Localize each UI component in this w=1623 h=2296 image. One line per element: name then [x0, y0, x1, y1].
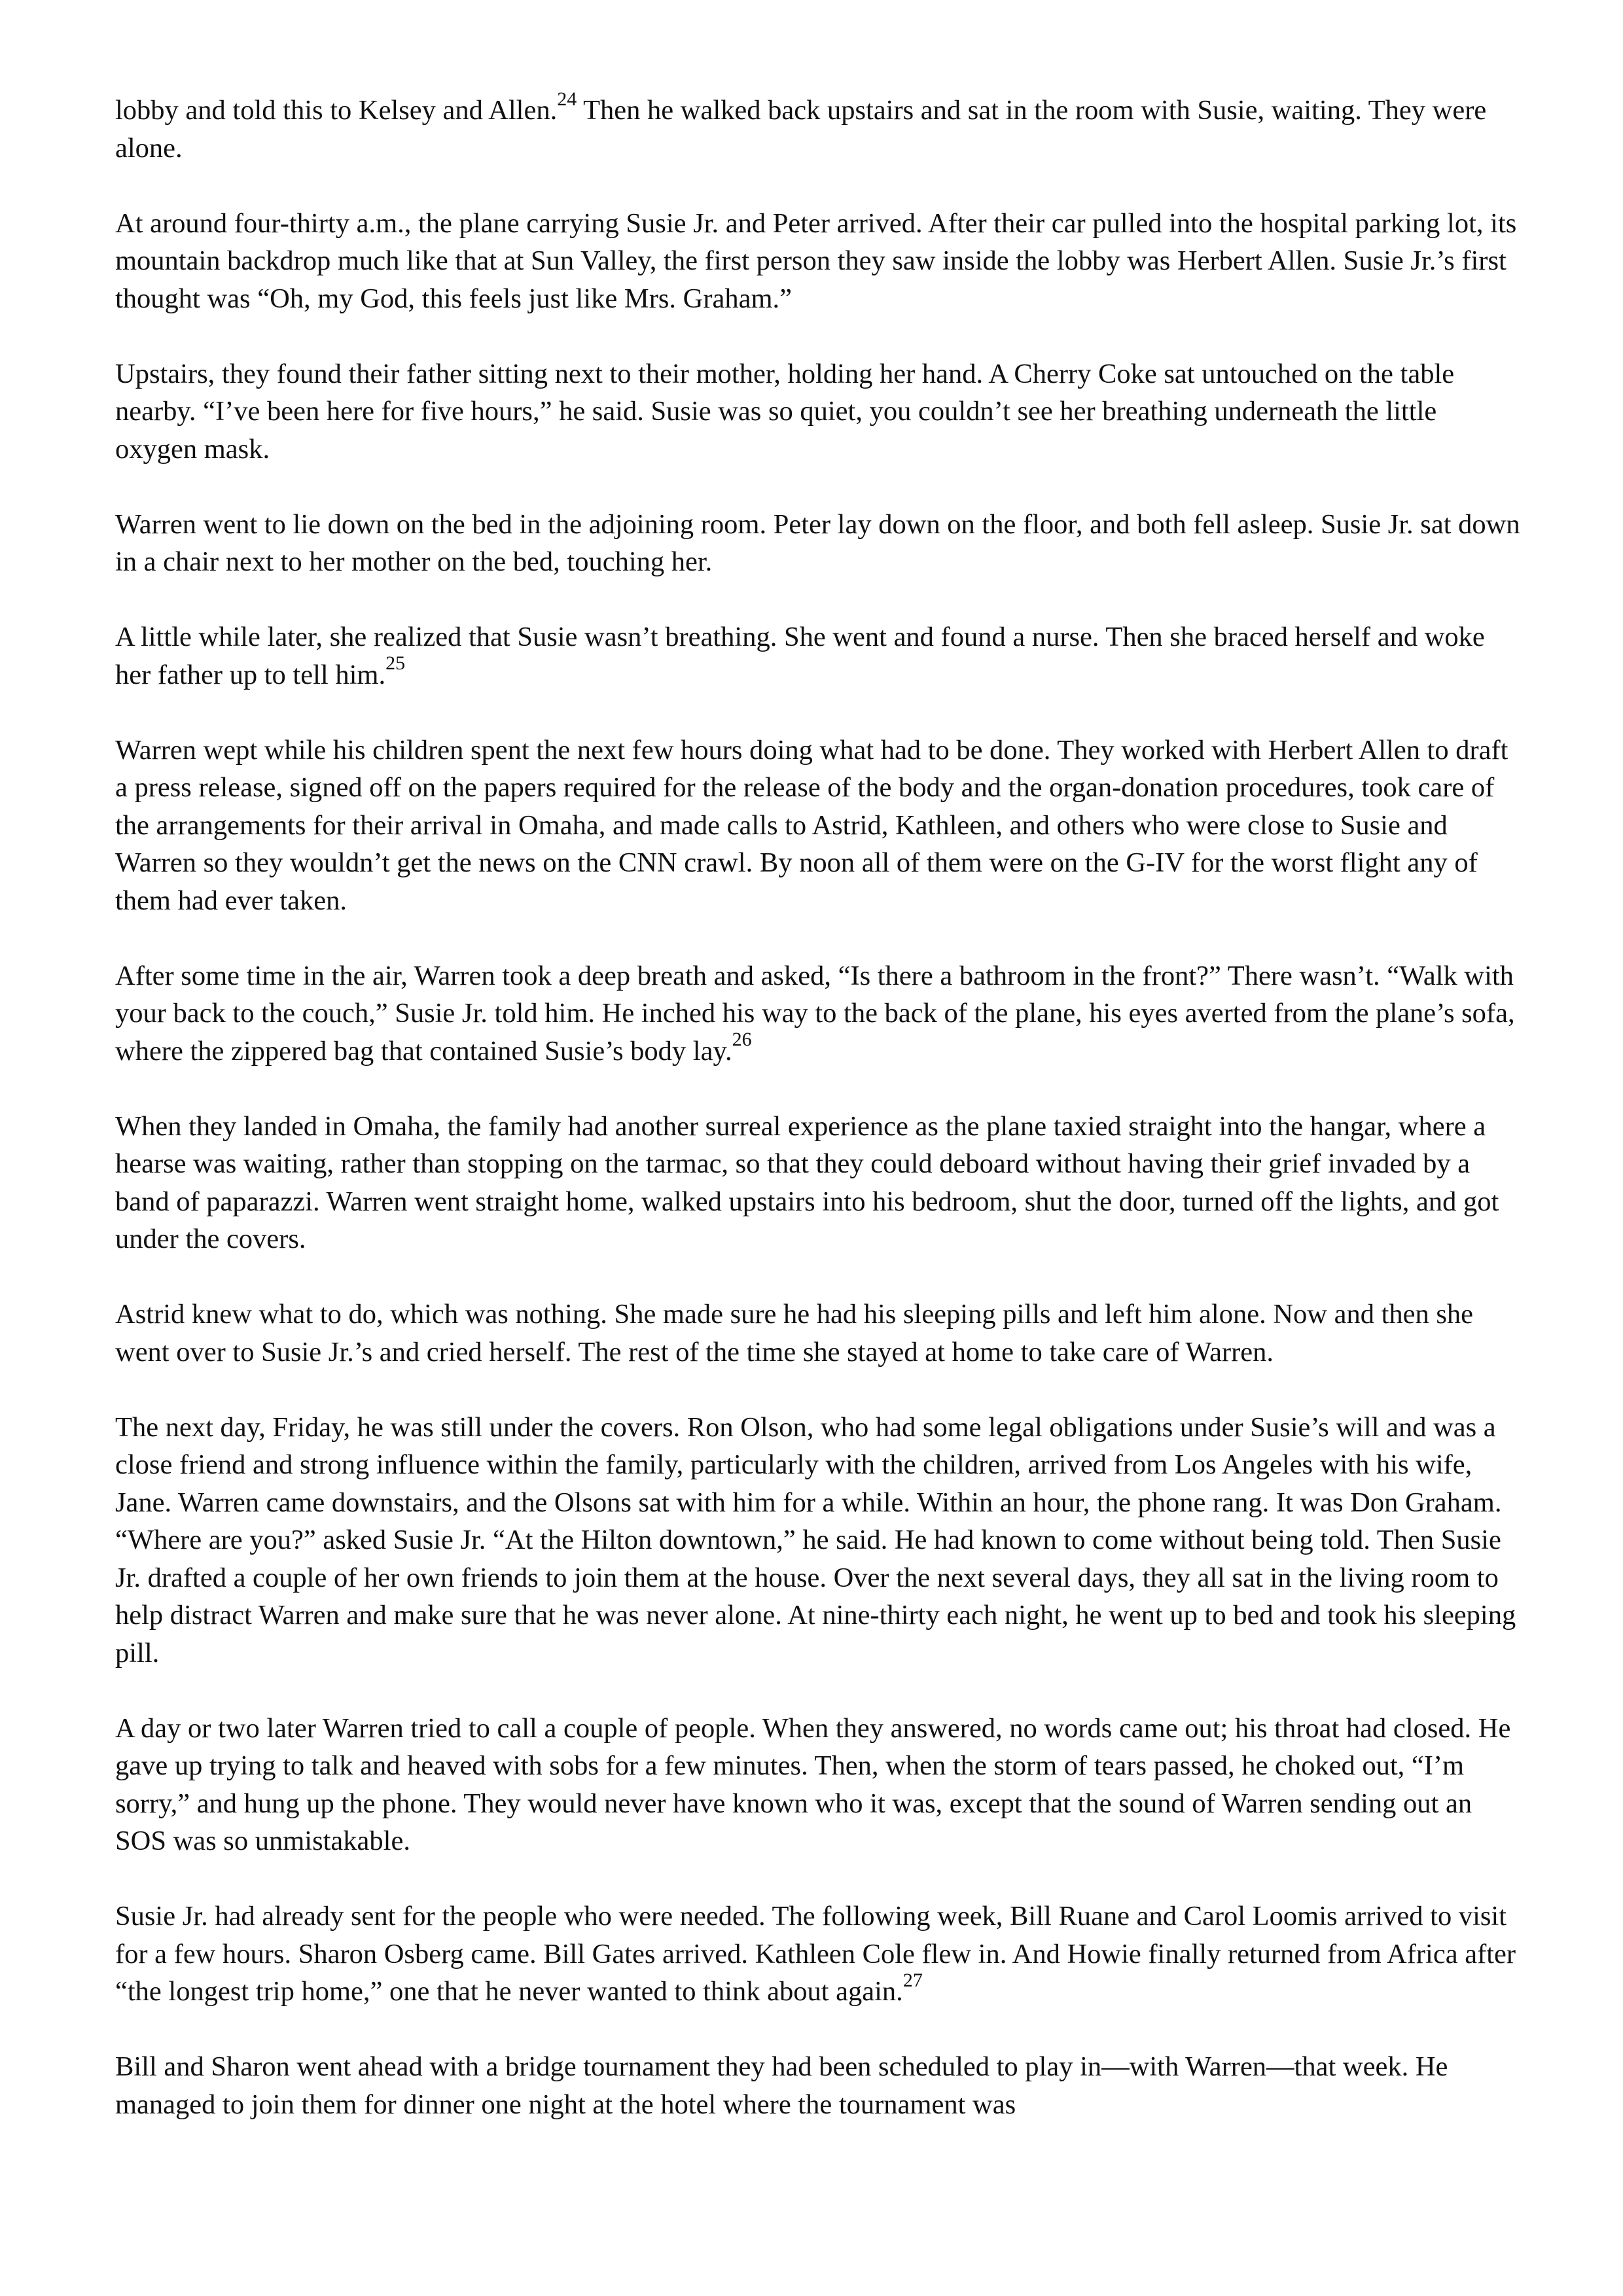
paragraph-text: The next day, Friday, he was still under the covers. Ron Olson, who had some legal obligations under Susie’s will and was a close friend and strong influence within the family, particularly with the children, arrived from Los Angeles with his wife, Jane. Warren came downstairs, and the Olsons sat with him for a while. Within an hour, the phone rang. It was Don Graham. “Where are you?” asked Susie Jr. “At the Hilton downtown,” he said. He had known to come without being told. Then Susie Jr. drafted a couple of her own friends to join them at the house. Over the next several days, they all sat in the living room to help distract Warren and make sure that he was never alone. At nine-thirty each night, he went up to bed and took his sleeping pill.: [115, 1411, 1516, 1669]
paragraph-text: Astrid knew what to do, which was nothing. She made sure he had his sleeping pills and left him alone. Now and then she went over to Susie Jr.’s and cried herself. The rest of the time she stayed at home to take care of Warren.: [115, 1299, 1474, 1368]
footnote-ref[interactable]: 24: [557, 88, 577, 110]
paragraph-text: Upstairs, they found their father sitting next to their mother, holding her hand. A Cherry Coke sat untouched on the table nearby. “I’ve been here for five hours,” he said. Susie was so quiet, you couldn’t see her breathing underneath the little oxygen mask.: [115, 358, 1455, 465]
paragraph-8: [115, 1108, 1522, 1258]
paragraph-text: A little while later, she realized that Susie wasn’t breathing. She went and found a nurse. Then she braced herself and woke her father up to tell him.: [115, 622, 1485, 690]
paragraph-4: [115, 506, 1522, 581]
paragraph-10: [115, 1409, 1522, 1672]
paragraph-text: After some time in the air, Warren took a deep breath and asked, “Is there a bathroom in the front?” There wasn’t. “Walk with your back to the couch,” Susie Jr. told him. He inched his way to the back of the plane, his eyes averted from the plane’s sofa, where the zippered bag that contained Susie’s body lay.: [115, 960, 1515, 1067]
paragraph-6: [115, 732, 1522, 920]
paragraph-text: Warren went to lie down on the bed in the adjoining room. Peter lay down on the floor, and both fell asleep. Susie Jr. sat down in a chair next to her mother on the bed, touching her.: [115, 508, 1520, 577]
footnote-ref[interactable]: 27: [902, 1969, 923, 1991]
paragraph-text: At around four-thirty a.m., the plane carrying Susie Jr. and Peter arrived. After their car pulled into the hospital parking lot, its mountain backdrop much like that at Sun Valley, the first person they saw inside the lobby was Herbert Allen. Susie Jr.’s first thought was “Oh, my God, this feels just like Mrs. Graham.”: [115, 207, 1517, 314]
paragraph-13: [115, 2048, 1522, 2123]
paragraph-text: Bill and Sharon went ahead with a bridge tournament they had been scheduled to play in—with Warren—that week. He managed to join them for dinner one night at the hotel where the tournament was: [115, 2051, 1448, 2120]
paragraph-7: [115, 957, 1522, 1070]
paragraph-text: lobby and told this to Kelsey and Allen.: [115, 95, 558, 126]
paragraph-12: [115, 1898, 1522, 2011]
paragraph-text: Susie Jr. had already sent for the people who were needed. The following week, Bill Ruane and Carol Loomis arrived to visit for a few hours. Sharon Osberg came. Bill Gates arrived. Kathleen Cole flew in. And Howie finally returned from Africa after “the longest trip home,” one that he never wanted to think about again.: [115, 1901, 1516, 2007]
document-page: [115, 88, 1522, 2123]
paragraph-3: [115, 355, 1522, 468]
paragraph-2: [115, 205, 1522, 318]
paragraph-11: [115, 1710, 1522, 1860]
paragraph-9: [115, 1296, 1522, 1371]
paragraph-5: [115, 618, 1522, 694]
paragraph-tail: Then he walked back upstairs and sat in the room with Susie, waiting. They were alone.: [115, 95, 1487, 164]
footnote-ref[interactable]: 25: [385, 652, 406, 675]
paragraph-text: When they landed in Omaha, the family had another surreal experience as the plane taxied straight into the hangar, where a hearse was waiting, rather than stopping on the tarmac, so that they could deboard without having their grief invaded by a band of paparazzi. Warren went straight home, walked upstairs into his bedroom, shut the door, turned off the lights, and got under the covers.: [115, 1110, 1499, 1254]
paragraph-1: [115, 88, 1522, 167]
paragraph-text: A day or two later Warren tried to call a couple of people. When they answered, no words came out; his throat had closed. He gave up trying to talk and heaved with sobs for a few minutes. Then, when the storm of tears passed, he choked out, “I’m sorry,” and hung up the phone. They would never have known who it was, except that the sound of Warren sending out an SOS was so unmistakable.: [115, 1712, 1511, 1856]
footnote-ref[interactable]: 26: [732, 1029, 752, 1051]
paragraph-text: Warren wept while his children spent the next few hours doing what had to be done. They worked with Herbert Allen to draft a press release, signed off on the papers required for the release of the body and the organ-donation procedures, took care of the arrangements for their arrival in Omaha, and made calls to Astrid, Kathleen, and others who were close to Susie and Warren so they wouldn’t get the news on the CNN crawl. By noon all of them were on the G-IV for the worst flight any of them had ever taken.: [115, 734, 1508, 916]
